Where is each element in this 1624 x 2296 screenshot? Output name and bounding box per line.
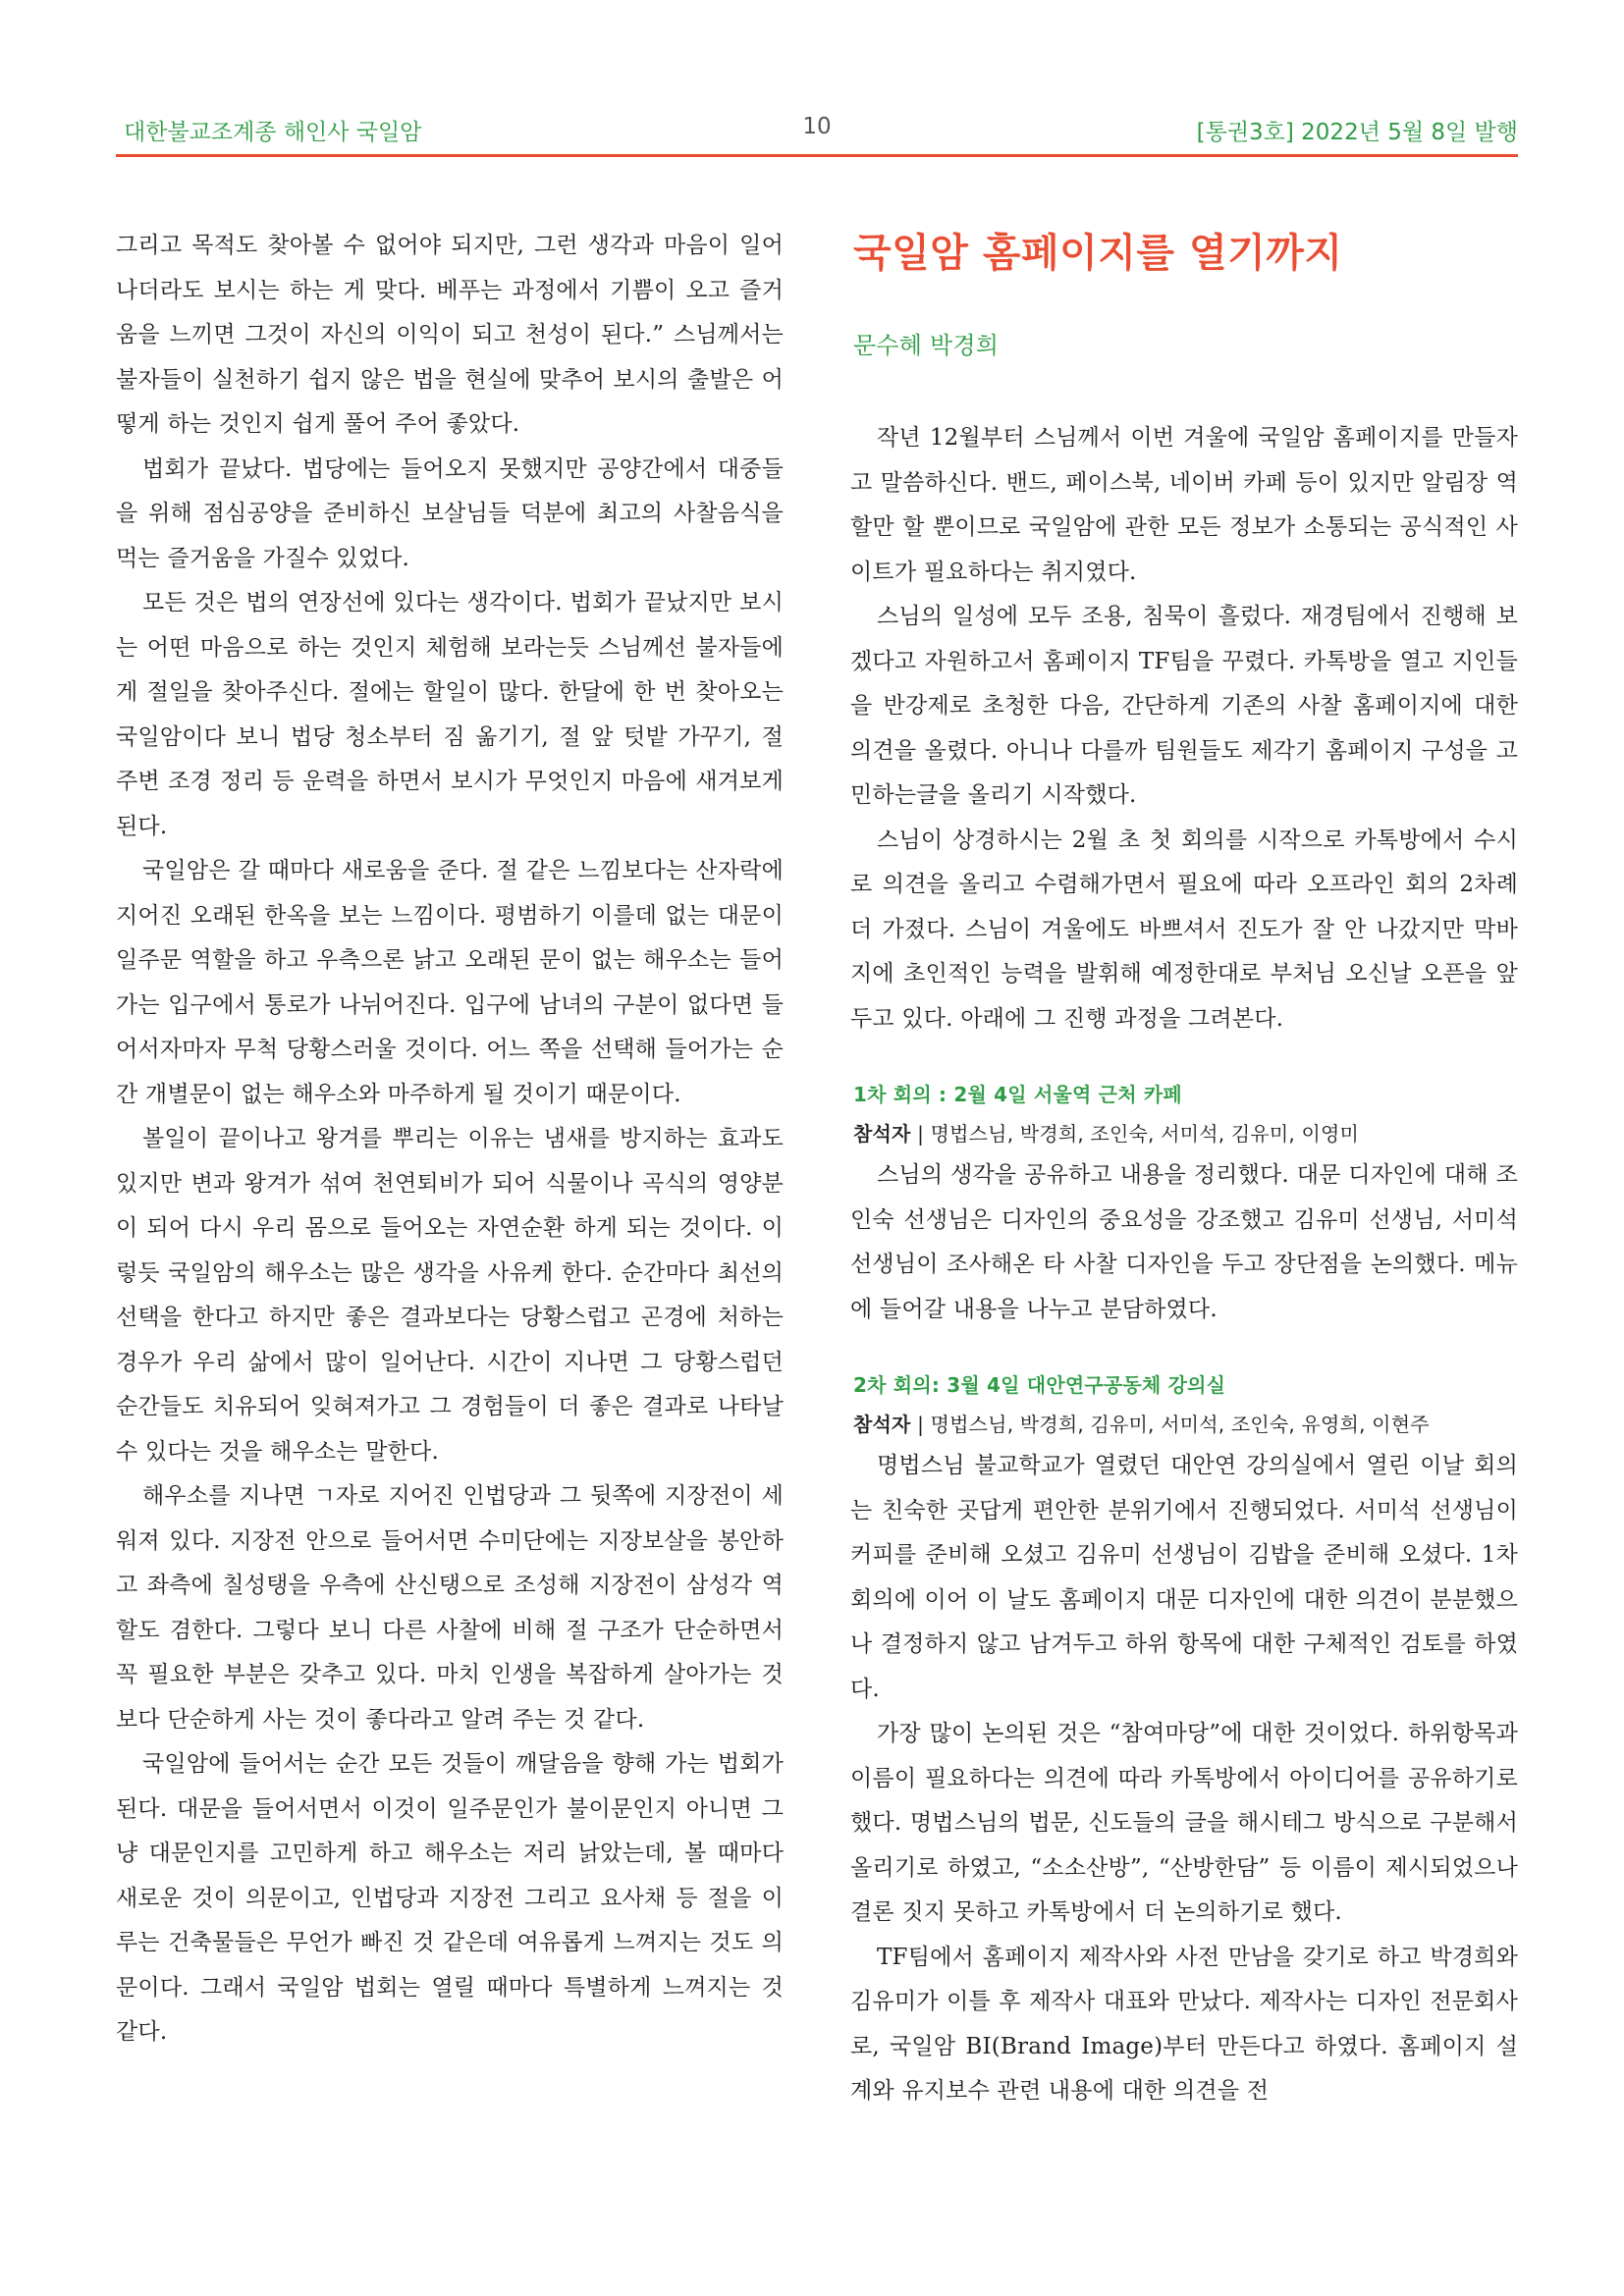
meeting-2-heading: 2차 회의: 3월 4일 대안연구공동체 강의실 (853, 1373, 1226, 1397)
left-paragraph-2: 법회가 끝났다. 법당에는 들어오지 못했지만 공양간에서 대중들을 위해 점심공양을 준비하신 보살님들 덕분에 최고의 사찰음식을 먹는 즐거움을 가질수 있었다. (116, 455, 784, 571)
meeting-1-heading: 1차 회의 : 2월 4일 서울역 근처 카페 (853, 1083, 1182, 1106)
left-paragraph-3: 모든 것은 법의 연장선에 있다는 생각이다. 법회가 끝났지만 보시는 어떤 마음으로 하는 것인지 체험해 보라는듯 스님께선 불자들에게 절일을 찾아주신다. 절에는 할일이 많다. 한달에 한 번 찾아오는 국일암이다 보니 법당 청소부터 짐 옮기기, 절 앞 텃밭 가꾸기, 절 주변 조경 정리 등 운력을 하면서 보시가 무엇인지 마음에 새겨보게 된다. (116, 590, 784, 839)
page-header (116, 110, 1518, 149)
issue-info: [통권3호] 2022년 5월 8일 발행 (1196, 120, 1518, 145)
intro-paragraph-2: 스님의 일성에 모두 조용, 침묵이 흘렀다. 재경팀에서 진행해 보겠다고 자원하고서 홈페이지 TF팀을 꾸렸다. 카톡방을 열고 지인들을 반강제로 초청한 다음, 간단하게 기존의 사찰 홈페이지에 대한 의견을 올렸다. 아니나 다를까 팀원들도 제각기 홈페이지 구성을 고민하는글을 올리기 시작했다. (850, 604, 1518, 808)
meeting-2-attendees (853, 1405, 1518, 1444)
meeting-2-paragraph-2: 가장 많이 논의된 것은 “참여마당”에 대한 것이었다. 하위항목과 이름이 필요하다는 의견에 따라 카톡방에서 아이디어를 공유하기로 했다. 명법스님의 법문, 신도들의 글을 해시테그 방식으로 구분해서 올리기로 하였고, “소소산방”, “산방한담” 등 이름이 제시되었으나 결론 짓지 못하고 카톡방에서 더 논의하기로 했다. (850, 1721, 1518, 1925)
intro-paragraph-1: 작년 12월부터 스님께서 이번 겨울에 국일암 홈페이지를 만들자고 말씀하신다. 밴드, 페이스북, 네이버 카페 등이 있지만 알림장 역할만 할 뿐이므로 국일암에 관한 모든 정보가 소통되는 공식적인 사이트가 필요하다는 취지였다. (850, 425, 1518, 585)
page-number: 10 (802, 114, 832, 139)
meeting-2-paragraph-1: 명법스님 불교학교가 열렸던 대안연 강의실에서 열린 이날 회의는 친숙한 곳답게 편안한 분위기에서 진행되었다. 서미석 선생님이 커피를 준비해 오셨고 김유미 선생님이 김밥을 준비해 오셨다. 1차 회의에 이어 이 날도 홈페이지 대문 디자인에 대한 의견이 분분했으나 결정하지 않고 남겨두고 하위 항목에 대한 구체적인 검토를 하였다. (850, 1453, 1518, 1702)
intro-paragraph-3: 스님이 상경하시는 2월 초 첫 회의를 시작으로 카톡방에서 수시로 의견을 올리고 수렴해가면서 필요에 따라 오프라인 회의 2차례 더 가졌다. 스님이 겨울에도 바쁘셔서 진도가 잘 안 나갔지만 막바지에 초인적인 능력을 발휘해 예정한대로 부처님 오신날 오픈을 앞두고 있다. 아래에 그 진행 과정을 그려본다. (850, 827, 1518, 1032)
article-author: 문수혜 박경희 (853, 332, 1000, 359)
left-paragraph-4: 국일암은 갈 때마다 새로움을 준다. 절 같은 느낌보다는 산자락에 지어진 오래된 한옥을 보는 느낌이다. 평범하기 이를데 없는 대문이 일주문 역할을 하고 우측으론 낡고 오래된 문이 없는 해우소는 들어가는 입구에서 통로가 나뉘어진다. 입구에 남녀의 구분이 없다면 들어서자마자 무척 당황스러울 것이다. 어느 쪽을 선택해 들어가는 순간 개별문이 없는 해우소와 마주하게 될 것이기 때문이다. (116, 858, 784, 1107)
left-column (116, 224, 784, 2056)
meeting-2-paragraph-3: TF팀에서 홈페이지 제작사와 사전 만남을 갖기로 하고 박경희와 김유미가 이틀 후 제작사 대표와 만났다. 제작사는 디자인 전문회사로, 국일암 BI(Brand Image)부터 만든다고 하였다. 홈페이지 설계와 유지보수 관련 내용에 대한 의견을 전 (850, 1944, 1518, 2104)
right-column (850, 224, 1518, 2114)
meeting-1-attendees (853, 1114, 1518, 1153)
header-rule (116, 154, 1518, 157)
left-paragraph-7: 국일암에 들어서는 순간 모든 것들이 깨달음을 향해 가는 법회가 된다. 대문을 들어서면서 이것이 일주문인가 불이문인지 아니면 그냥 대문인지를 고민하게 하고 해우소는 저리 낡았는데, 볼 때마다 새로운 것이 의문이고, 인법당과 지장전 그리고 요사채 등 절을 이루는 건축물들은 무언가 빠진 것 같은데 여유롭게 느껴지는 것도 의문이다. 그래서 국일암 법회는 열릴 때마다 특별하게 느껴지는 것 같다. (116, 1751, 784, 2045)
left-paragraph-5: 볼일이 끝이나고 왕겨를 뿌리는 이유는 냄새를 방지하는 효과도 있지만 변과 왕겨가 섞여 천연퇴비가 되어 식물이나 곡식의 영양분이 되어 다시 우리 몸으로 들어오는 자연순환 하게 되는 것이다. 이렇듯 국일암의 해우소는 많은 생각을 사유케 한다. 순간마다 최선의 선택을 한다고 하지만 좋은 결과보다는 당황스럽고 곤경에 처하는 경우가 우리 삶에서 많이 일어난다. 시간이 지나면 그 당황스럽던 순간들도 치유되어 잊혀져가고 그 경험들이 더 좋은 결과로 나타날수 있다는 것을 해우소는 말한다. (116, 1126, 784, 1465)
attendees-label: 참석자 (853, 1413, 911, 1436)
article-title: 국일암 홈페이지를 열기까지 (853, 231, 1343, 276)
left-paragraph-1: 그리고 목적도 찾아볼 수 없어야 되지만, 그런 생각과 마음이 일어나더라도 보시는 하는 게 맞다. 베푸는 과정에서 기쁨이 오고 즐거움을 느끼면 그것이 자신의 이익이 되고 천성이 된다.” 스님께서는 불자들이 실천하기 쉽지 않은 법을 현실에 맞추어 보시의 출발은 어떻게 하는 것인지 쉽게 풀어 주어 좋았다. (116, 233, 784, 437)
attendees-list: | 명법스님, 박경희, 김유미, 서미석, 조인숙, 유영희, 이현주 (910, 1413, 1430, 1436)
attendees-list: | 명법스님, 박경희, 조인숙, 서미석, 김유미, 이영미 (910, 1122, 1360, 1146)
publisher-name: 대한불교조계종 해인사 국일암 (124, 120, 422, 145)
left-paragraph-6: 해우소를 지나면 ㄱ자로 지어진 인법당과 그 뒷쪽에 지장전이 세워져 있다. 지장전 안으로 들어서면 수미단에는 지장보살을 봉안하고 좌측에 칠성탱을 우측에 산신탱으로 조성해 지장전이 삼성각 역할도 겸한다. 그렇다 보니 다른 사찰에 비해 절 구조가 단순하면서 꼭 필요한 부분은 갖추고 있다. 마치 인생을 복잡하게 살아가는 것보다 단순하게 사는 것이 좋다라고 알려 주는 것 같다. (116, 1483, 784, 1733)
attendees-label: 참석자 (853, 1122, 911, 1146)
meeting-1-paragraph: 스님의 생각을 공유하고 내용을 정리했다. 대문 디자인에 대해 조인숙 선생님은 디자인의 중요성을 강조했고 김유미 선생님, 서미석 선생님이 조사해온 타 사찰 디자인을 두고 장단점을 논의했다. 메뉴에 들어갈 내용을 나누고 분담하였다. (850, 1162, 1518, 1322)
